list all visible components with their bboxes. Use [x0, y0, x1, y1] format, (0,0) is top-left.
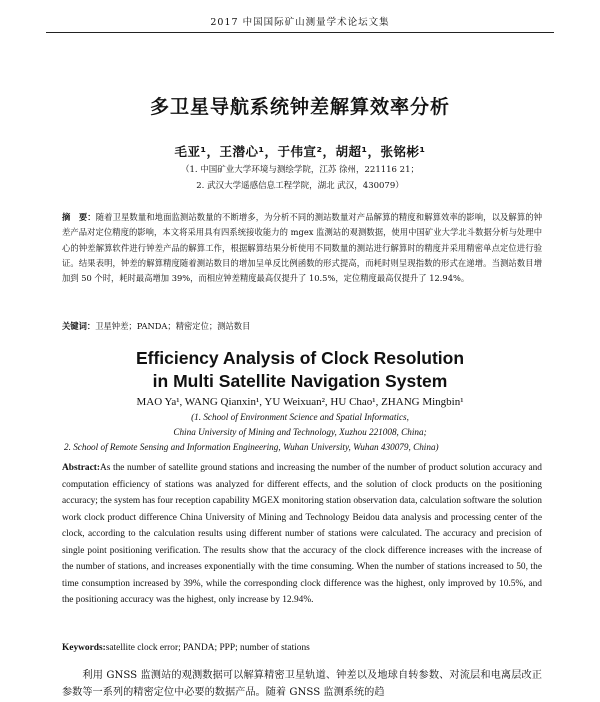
- chinese-authors: 毛亚¹，王潜心¹，于伟宣²，胡超¹，张铭彬¹: [174, 144, 426, 159]
- english-abstract-text: As the number of satellite ground stations and increasing the number of the number of product solution accuracy and computation efficiency of stations was analyzed for different effects, and the solution of clock products on the positioning accuracy; the system has four reception capability MGEX monitoring station observation data, calculation software the solution work clock product difference China University of Mining and Technology Beidou data analysis and processing center of the clock, according to the calculation results using different number of stations were calculated. The accuracy and precision of single point positioning verification. The results show that the accuracy of the clock difference increases with the increase of the number of stations, and increases exponentially with the time consuming. When the number of stations increased to 50, the time consumption increased by 39%, while the corresponding clock difference was the highest, only improved by 10.5%, and the positioning accuracy was the highest, only increase by 12.94%.: [62, 463, 542, 605]
- chinese-abstract-label: 摘 要：: [62, 212, 96, 222]
- chinese-keywords: [62, 320, 542, 332]
- english-title-line-2: in Multi Satellite Navigation System: [152, 371, 448, 391]
- english-affiliation-1: (1. School of Environment Science and Spatial Informatics,: [191, 412, 409, 422]
- english-affiliation-3: 2. School of Remote Sensing and Information Engineering, Wuhan University, Wuhan 430079, China): [64, 442, 439, 452]
- english-keywords-label: Keywords:: [62, 643, 106, 653]
- header-rule: [46, 32, 554, 33]
- english-abstract: [62, 460, 542, 609]
- english-keywords: [62, 643, 542, 653]
- running-header: 2017 中国国际矿山测量学术论坛文集: [210, 17, 390, 28]
- english-keywords-text: satellite clock error; PANDA; PPP; number of stations: [105, 643, 310, 653]
- chinese-title: 多卫星导航系统钟差解算效率分析: [149, 96, 450, 118]
- english-authors: MAO Ya¹, WANG Qianxin¹, YU Weixuan², HU Chao¹, ZHANG Mingbin¹: [136, 396, 464, 408]
- chinese-affiliation-1: （1. 中国矿业大学环境与测绘学院，江苏 徐州，221116 21；: [181, 165, 419, 175]
- chinese-affiliation-2: 2. 武汉大学遥感信息工程学院，湖北 武汉，430079）: [196, 181, 404, 191]
- english-abstract-label: Abstract:: [62, 463, 101, 473]
- chinese-keywords-text: 卫星钟差；PANDA；精密定位；测站数目: [95, 321, 251, 331]
- chinese-keywords-label: 关键词：: [62, 321, 96, 331]
- english-affiliation-2: China University of Mining and Technology, Xuzhou 221008, China;: [173, 427, 427, 437]
- chinese-abstract: [62, 210, 542, 286]
- english-title-line-1: Efficiency Analysis of Clock Resolution: [135, 348, 465, 368]
- body-paragraph: 利用 GNSS 监测站的观测数据可以解算精密卫星轨道、钟差以及地球自转参数、对流层和电离层改正参数等一系列的精密定位中必要的数据产品。随着 GNSS 监测系统的趋: [62, 670, 542, 698]
- chinese-abstract-text: 随着卫星数量和地面监测站数量的不断增多，为分析不同的测站数量对产品解算的精度和解算效率的影响，以及解算的钟差产品对定位精度的影响，本文将采用具有四系统接收能力的 mgex 监测站的观测数据，使用中国矿业大学北斗数据分析与处理中心的钟差解算软件进行钟差产品的解算工作，根据解算结果分析使用不同数量的测站进行解算时的精度并采用精密单点定位进行验证。结果表明，钟差的解算精度随着测站数目的增加呈单反比例函数的形式提高，而耗时则呈现指数的形式在递增。当测站数目增加到 50 个时，耗时最高增加 39%，而相应钟差精度最高仅提升了 10.5%，定位精度最高仅提升了 12.94%。: [62, 212, 542, 284]
